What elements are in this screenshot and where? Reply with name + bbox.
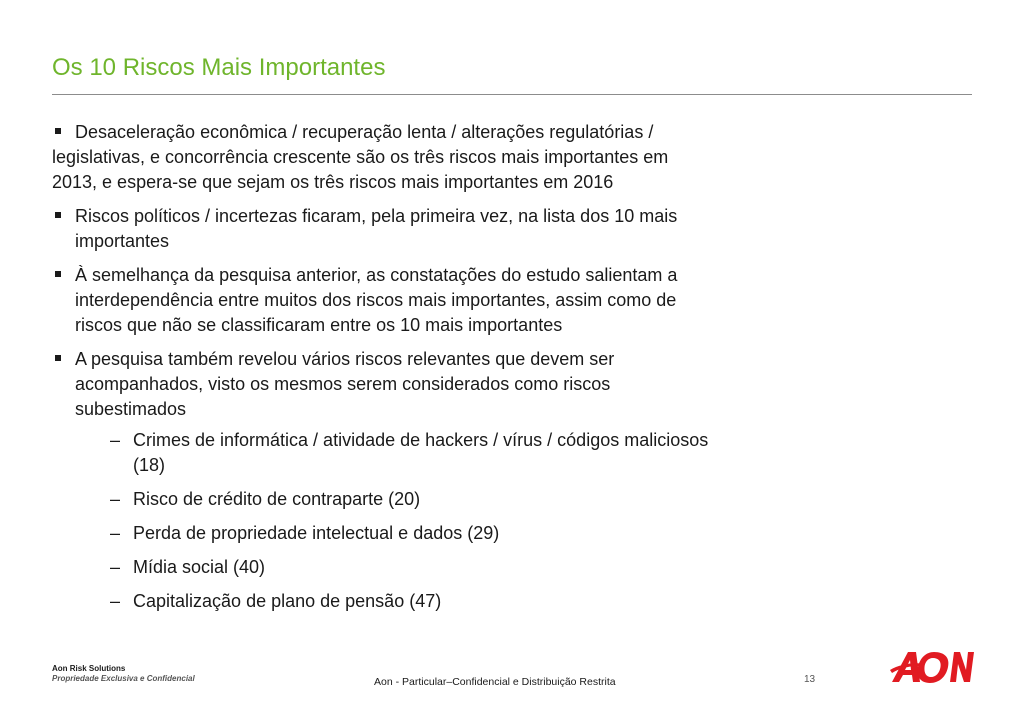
footer-confidential-note: Propriedade Exclusiva e Confidencial — [52, 674, 195, 683]
slide-title: Os 10 Riscos Mais Importantes — [52, 54, 386, 81]
slide-body — [52, 120, 712, 623]
title-divider — [52, 94, 972, 95]
footer-brand-name: Aon Risk Solutions — [52, 664, 126, 673]
sub-bullet-text: Crimes de informática / atividade de hackers / vírus / códigos maliciosos (18) — [133, 430, 709, 475]
sub-bullet-item — [75, 428, 712, 478]
bullet-item — [52, 347, 712, 614]
bullet-item — [52, 263, 712, 338]
dash-bullet-icon: – — [110, 557, 121, 577]
aon-logo — [890, 648, 974, 686]
square-bullet-icon — [55, 128, 61, 134]
square-bullet-icon — [55, 212, 61, 218]
sub-bullet-item — [75, 589, 712, 614]
sub-bullet-text: Risco de crédito de contraparte (20) — [133, 489, 421, 509]
bullet-text: Desaceleração econômica / recuperação lenta / alterações regulatórias / legislativas, e concorrência crescente são os três riscos mais importantes em 2013, e espera-se que sejam os três riscos mais importantes em 2016 — [52, 122, 669, 192]
dash-bullet-icon: – — [110, 489, 121, 509]
sub-bullet-item — [75, 555, 712, 580]
bullet-text: À semelhança da pesquisa anterior, as constatações do estudo salientam a interdependência entre muitos dos riscos mais importantes, assim como de riscos que não se classificaram entre os 10 mais importantes — [75, 265, 678, 335]
sub-bullet-text: Mídia social (40) — [133, 557, 266, 577]
sub-bullet-item — [75, 487, 712, 512]
bullet-item — [52, 204, 712, 254]
bullet-text: Riscos políticos / incertezas ficaram, pela primeira vez, na lista dos 10 mais importantes — [75, 206, 678, 251]
square-bullet-icon — [55, 355, 61, 361]
sub-bullet-item — [75, 521, 712, 546]
page-number: 13 — [804, 674, 816, 685]
bullet-item — [52, 120, 712, 195]
sub-bullet-list — [75, 428, 712, 614]
footer-classification: Aon - Particular–Confidencial e Distribuição Restrita — [374, 676, 616, 688]
dash-bullet-icon: – — [110, 430, 121, 450]
dash-bullet-icon: – — [110, 591, 121, 611]
square-bullet-icon — [55, 271, 61, 277]
footer-brand — [52, 664, 195, 684]
bullet-list — [52, 120, 712, 614]
sub-bullet-text: Capitalização de plano de pensão (47) — [133, 591, 442, 611]
sub-bullet-text: Perda de propriedade intelectual e dados (29) — [133, 523, 500, 543]
dash-bullet-icon: – — [110, 523, 121, 543]
bullet-text: A pesquisa também revelou vários riscos relevantes que devem ser acompanhados, visto os mesmos serem considerados como riscos subestimados — [75, 349, 615, 419]
